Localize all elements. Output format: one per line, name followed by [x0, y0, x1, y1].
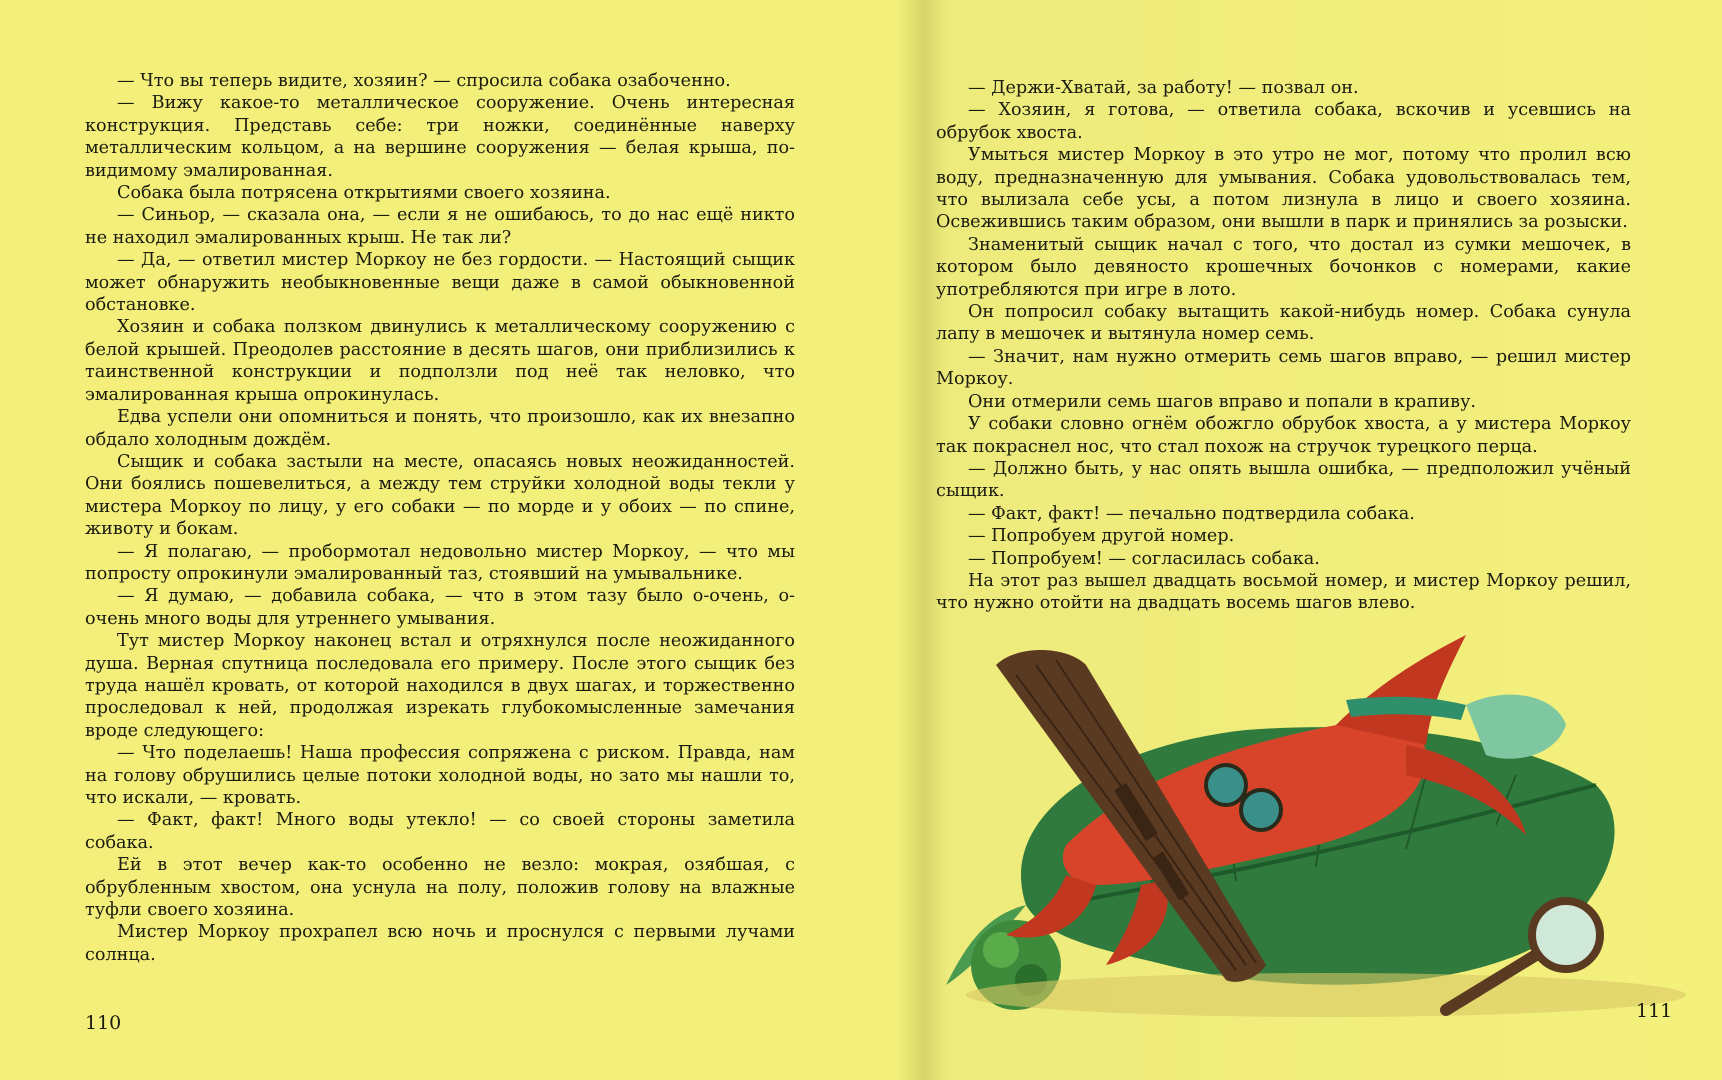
- paragraph: Он попросил собаку вытащить какой-нибудь номер. Собака сунула лапу в мешочек и вытянула номер семь.: [936, 302, 1631, 345]
- paragraph: — Попробуем! — согласилась собака.: [968, 548, 1320, 569]
- paragraph: Хозяин и собака ползком двинулись к металлическому сооружению с белой крышей. Преодолев расстояние в десять шагов, они приблизились к таинственной конструкции и подползли под неё так неловко, что эмалированная крыша опрокинулась.: [85, 317, 795, 405]
- paragraph: — Попробуем другой номер.: [968, 526, 1235, 547]
- paragraph: — Должно быть, у нас опять вышла ошибка, — предположил учёный сыщик.: [936, 458, 1631, 502]
- paragraph: — Хозяин, я готова, — ответила собака, вскочив и усевшись на обрубок хвоста.: [936, 100, 1631, 143]
- paragraph: Мистер Моркоу прохрапел всю ночь и проснулся с первыми лучами солнца.: [85, 922, 795, 965]
- paragraph: — Да, — ответил мистер Моркоу не без гордости. — Настоящий сыщик может обнаружить необыкновенные вещи даже в самой обыкновенной обстановке.: [85, 250, 795, 316]
- page-number-left: 110: [85, 1012, 122, 1034]
- paragraph: — Что вы теперь видите, хозяин? — спросила собака озабоченно.: [117, 71, 731, 91]
- paragraph: — Синьор, — сказала она, — если я не ошибаюсь, то до нас ещё никто не находил эмалированных крыш. Не так ли?: [85, 205, 795, 248]
- paragraph: — Что поделаешь! Наша профессия сопряжена с риском. Правда, нам на голову обрушились целые потоки холодной воды, но зато мы нашли то, что искали, — кровать.: [85, 743, 795, 808]
- page-number-right: 111: [1636, 1000, 1673, 1022]
- right-page: [866, 0, 1722, 1080]
- paragraph: — Вижу какое-то металлическое сооружение. Очень интересная конструкция. Представь себе: три ножки, соединённые наверху металлическим кольцом, а на вершине сооружения — белая крыша, по-видимому эмалированная.: [85, 93, 795, 181]
- paragraph: — Я думаю, — добавила собака, — что в этом тазу было о-очень, о-очень много воды для утреннего умывания.: [85, 586, 795, 629]
- paragraph: — Факт, факт! Много воды утекло! — со своей стороны заметила собака.: [85, 810, 795, 853]
- right-page-text: [936, 77, 1631, 615]
- detective-carrot-illustration: [906, 635, 1706, 1035]
- paragraph: Знаменитый сыщик начал с того, что достал из сумки мешочек, в котором было девяносто крошечных бочонков с номерами, какие употребляются при игре в лото.: [936, 234, 1631, 300]
- paragraph: Умыться мистер Моркоу в это утро не мог, потому что пролил всю воду, предназначенную для умывания. Собака удовольствовалась тем, что вылизала себе усы, а потом лизнула в лицо и своего хозяина. Освежившись таким образом, они вышли в парк и принялись за розыски.: [936, 145, 1631, 233]
- paragraph: Они отмерили семь шагов вправо и попали в крапиву.: [968, 391, 1477, 412]
- paragraph: Ей в этот вечер как-то особенно не везло: мокрая, озябшая, с обрубленным хвостом, она уснула на полу, положив голову на влажные туфли своего хозяина.: [85, 855, 795, 921]
- paragraph: Тут мистер Моркоу наконец встал и отряхнулся после неожиданного душа. Верная спутница последовала его примеру. После этого сыщик без труда нашёл кровать, от которой находился в двух шагах, и торжественно проследовал к ней, продолжая изрекать глубокомысленные замечания вроде следующего:: [85, 631, 795, 741]
- paragraph: — Значит, нам нужно отмерить семь шагов вправо, — решил мистер Моркоу.: [936, 346, 1631, 390]
- paragraph: Собака была потрясена открытиями своего хозяина.: [117, 183, 611, 204]
- paragraph: На этот раз вышел двадцать восьмой номер, и мистер Моркоу решил, что нужно отойти на двадцать восемь шагов влево.: [936, 570, 1631, 614]
- paragraph: Едва успели они опомниться и понять, что произошло, как их внезапно обдало холодным дождём.: [85, 407, 795, 450]
- paragraph: — Я полагаю, — пробормотал недовольно мистер Моркоу, — что мы попросту опрокинули эмалированный таз, стоявший на умывальнике.: [85, 541, 795, 584]
- paragraph: Сыщик и собака застыли на месте, опасаясь новых неожиданностей. Они боялись пошевелиться, а между тем струйки холодной воды текли у мистера Моркоу по лицу, у его собаки — по морде и у обоих — по спине, животу и бокам.: [85, 451, 795, 540]
- paragraph: — Держи-Хватай, за работу! — позвал он.: [968, 78, 1359, 98]
- paragraph: — Факт, факт! — печально подтвердила собака.: [968, 503, 1415, 524]
- paragraph: У собаки словно огнём обожгло обрубок хвоста, а у мистера Моркоу так покраснел нос, что стал похож на стручок турецкого перца.: [936, 414, 1631, 457]
- left-page-text: [85, 70, 795, 966]
